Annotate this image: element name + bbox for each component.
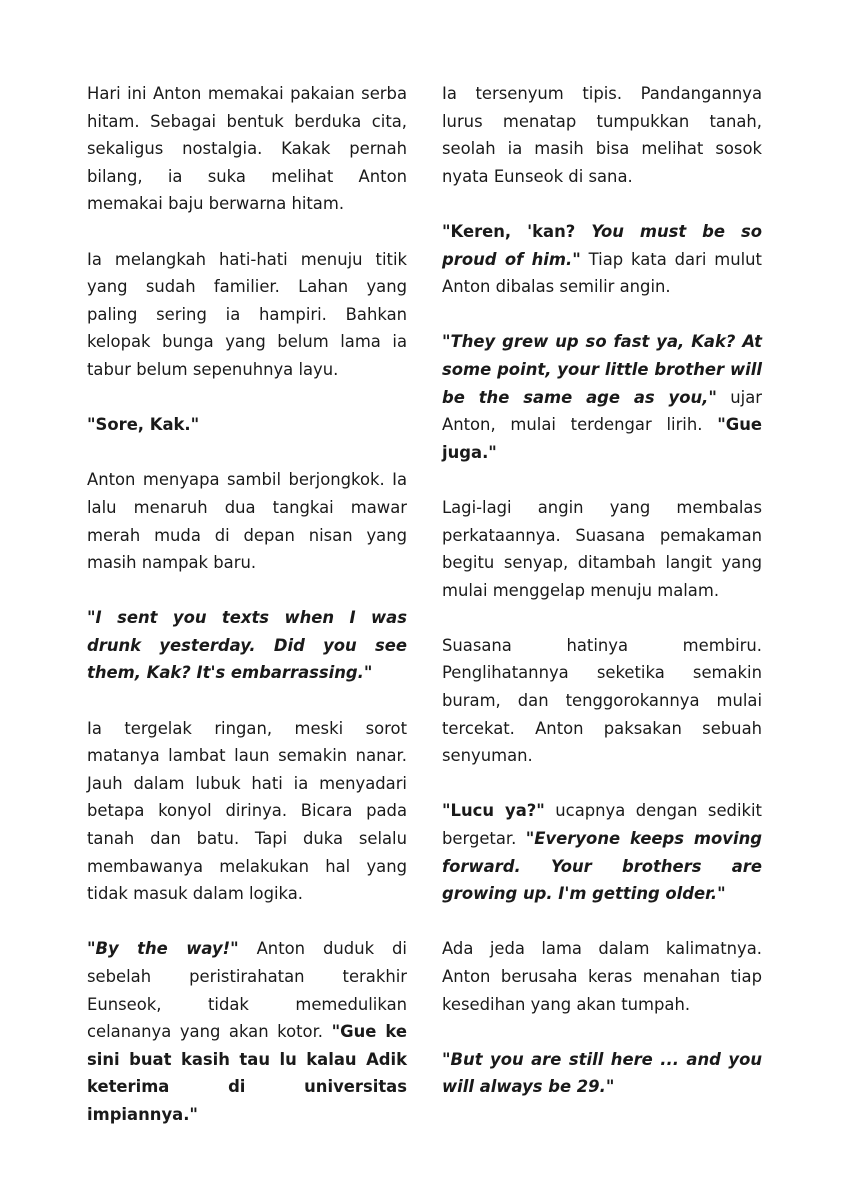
dialogue-fragment: "Keren, 'kan? [442, 221, 592, 241]
paragraph: Lagi-lagi angin yang membalas perkataannya. Suasana pemakaman begitu senyap, ditambah langit yang mulai menggelap menuju malam. [442, 497, 762, 600]
dialogue-fragment: "By the way!" [87, 939, 239, 959]
paragraph [442, 328, 762, 466]
paragraph: Ia tersenyum tipis. Pandangannya lurus menatap tumpukkan tanah, seolah ia masih bisa melihat sosok nyata Eunseok di sana. [442, 84, 762, 186]
paragraph: Ada jeda lama dalam kalimatnya. Anton berusaha keras menahan tiap kesedihan yang akan tumpah. [442, 939, 762, 1014]
paragraph [442, 797, 762, 907]
dialogue-line: "I sent you texts when I was drunk yesterday. Did you see them, Kak? It's embarrassing." [87, 608, 407, 683]
dialogue-fragment: "Gue juga." [442, 415, 762, 462]
paragraph [87, 935, 407, 1128]
left-column [87, 80, 407, 1129]
dialogue-fragment: "Gue ke sini buat kasih tau lu kalau Adik keterima di universitas impiannya." [87, 1022, 407, 1124]
paragraph [442, 218, 762, 301]
narration-fragment: Anton duduk di sebelah peristirahatan terakhir Eunseok, tidak memedulikan celananya yang akan kotor. [87, 939, 407, 1042]
dialogue-fragment: "Lucu ya?" [442, 801, 545, 821]
dialogue-line: "Sore, Kak." [87, 415, 200, 435]
dialogue-fragment: "Everyone keeps moving forward. Your brothers are growing up. I'm getting older." [442, 829, 762, 904]
paragraph: Ia melangkah hati-hati menuju titik yang sudah familier. Lahan yang paling sering ia hampiri. Bahkan kelopak bunga yang belum lama ia tabur belum sepenuhnya layu. [87, 249, 407, 379]
paragraph: Suasana hatinya membiru. Penglihatannya seketika semakin buram, dan tenggorokannya mulai tercekat. Anton paksakan sebuah senyuman. [442, 635, 762, 766]
right-column [442, 80, 762, 1101]
dialogue-fragment: "They grew up so fast ya, Kak? At some point, your little brother will be the same age as you," [442, 332, 762, 407]
paragraph: Anton menyapa sambil berjongkok. Ia lalu menaruh dua tangkai mawar merah muda di depan nisan yang masih nampak baru. [87, 470, 407, 573]
dialogue-line: "But you are still here ... and you will always be 29." [442, 1049, 762, 1097]
narration-fragment: Tiap kata dari mulut Anton dibalas semilir angin. [442, 249, 762, 297]
dialogue-fragment: " [572, 249, 581, 269]
narration-fragment: ujar Anton, mulai terdengar lirih. [442, 387, 762, 435]
paragraph: Hari ini Anton memakai pakaian serba hitam. Sebagai bentuk berduka cita, sekaligus nostalgia. Kakak pernah bilang, ia suka melihat Anton memakai baju berwarna hitam. [87, 84, 407, 214]
narration-fragment: ucapnya dengan sedikit bergetar. [442, 801, 762, 849]
dialogue-fragment: You must be so proud of him. [442, 221, 762, 269]
paragraph: Ia tergelak ringan, meski sorot matanya lambat laun semakin nanar. Jauh dalam lubuk hati ia menyadari betapa konyol dirinya. Bicara pada tanah dan batu. Tapi duka selalu membawanya melakukan hal yang tidak masuk dalam logika. [87, 718, 407, 904]
